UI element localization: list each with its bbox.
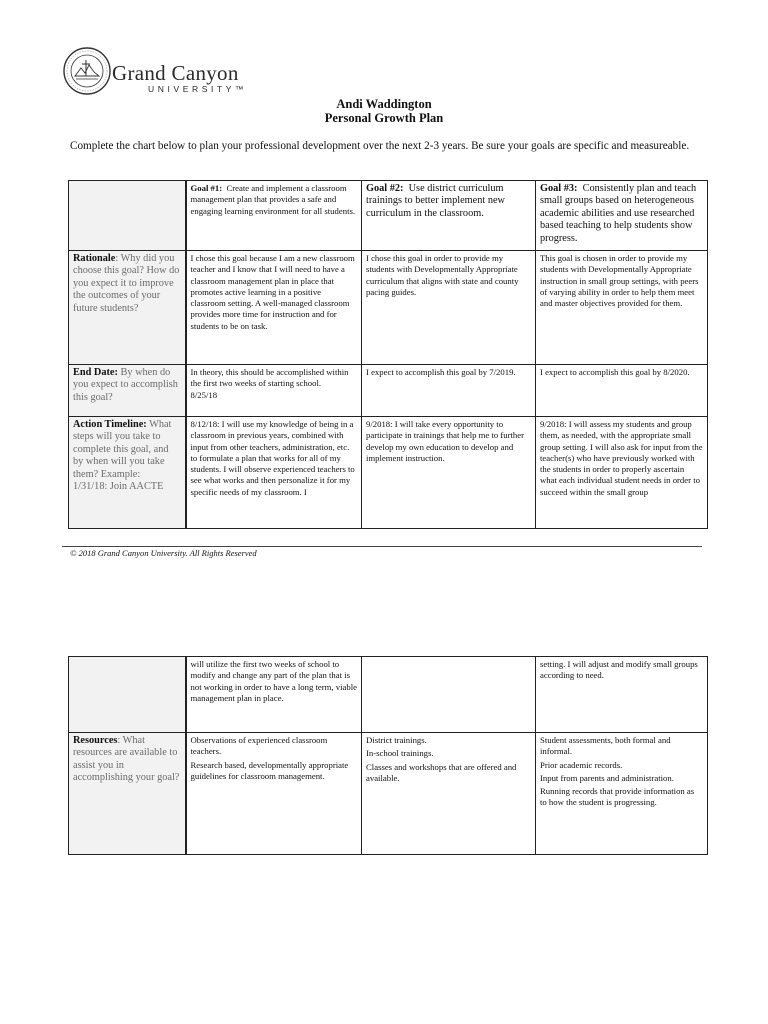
university-seal-icon (62, 46, 112, 96)
resources-label: Resources (73, 735, 118, 746)
end-date-goal-2: I expect to accomplish this goal by 7/2019. (362, 365, 536, 417)
timeline-label: Action Timeline (73, 419, 144, 430)
end-date-label-cell (69, 365, 186, 417)
end-date-goal-1-date: 8/25/18 (190, 389, 218, 400)
goal-3-text: Consistently plan and teach small groups based on heterogeneous academic abilities and use researched based teaching to help students show progress. (540, 183, 697, 244)
timeline-example: 1/31/18: Join AACTE (73, 481, 164, 493)
goal-1-text: Create and implement a classroom management plan that provides a safe and engaging learning environment for all students. (190, 183, 356, 216)
action-timeline-row (69, 417, 708, 529)
resources-goal-3-item: Student assessments, both formal and informal. (540, 735, 671, 757)
footer-divider (62, 546, 702, 547)
resources-goal-3-item: Input from parents and administration. (540, 772, 674, 783)
resources-goal-1-item: Observations of experienced classroom teachers. (190, 735, 328, 757)
resources-question: : What resources are available to assist you in accomplishing your goal? (73, 735, 180, 784)
rationale-goal-2: I chose this goal in order to provide my students with Developmentally Appropriate curriculum that aligns with state and county pacing guides. (362, 251, 536, 365)
university-logo (62, 46, 262, 98)
resources-row (69, 733, 708, 855)
brand-name: Grand Canyon (112, 61, 239, 85)
goal-2-text: Use district curriculum trainings to better implement new curriculum in the classroom. (366, 183, 505, 219)
copyright-notice: © 2018 Grand Canyon University. All Rights Reserved (70, 548, 257, 558)
resources-goal-1 (186, 733, 362, 855)
timeline-goal-2: 9/2018: I will take every opportunity to participate in trainings that help me to further develop my own education to develop and implement instruction. (362, 417, 536, 529)
goal-3-label: Goal #3: (540, 183, 578, 194)
end-date-label: End Date: (73, 367, 118, 378)
timeline-cont-goal-1: will utilize the first two weeks of school to modify and change any part of the plan that is not working in order to have a long term, viable management plan in place. (186, 657, 362, 733)
action-timeline-continued-row (69, 657, 708, 733)
goal-2-cell (362, 181, 536, 251)
rationale-label: Rationale (73, 253, 116, 264)
end-date-row (69, 365, 708, 417)
resources-goal-3 (536, 733, 708, 855)
resources-goal-2-item: District trainings. (366, 735, 427, 745)
resources-goal-2 (362, 733, 536, 855)
brand-subtitle: UNIVERSITY™ (148, 84, 248, 94)
resources-goal-1-item: Research based, developmentally appropriate guidelines for classroom management. (190, 759, 349, 781)
instructions: Complete the chart below to plan your professional development over the next 2-3 years. Be sure your goals are specific and measureable. (70, 140, 690, 152)
rationale-goal-3: This goal is chosen in order to provide my students with Developmentally Appropriate instruction in small group settings, with peers of varying ability in order to help them meet and master objectives provided for them. (536, 251, 708, 365)
goal-2-label: Goal #2: (366, 183, 404, 194)
timeline-goal-1: 8/12/18: I will use my knowledge of being in a classroom in previous years, combined with input from other teachers, administration, etc. to formulate a plan that works for all of my students. I will observe experienced teachers to see what works and then personalize it for my specific needs of my classroom. I (186, 417, 362, 529)
growth-plan-table (68, 180, 708, 529)
resources-label-cell (69, 733, 186, 855)
timeline-label-colon: : (143, 419, 147, 430)
end-date-question: By when do you expect to accomplish this goal? (73, 367, 178, 403)
goal-1-cell (186, 181, 362, 251)
resources-goal-2-item: In-school trainings. (366, 748, 434, 759)
resources-goal-3-item: Running records that provide information as to how the student is progressing. (540, 786, 695, 808)
document-title: Personal Growth Plan (324, 111, 444, 125)
timeline-cont-goal-2 (362, 657, 536, 733)
timeline-cont-goal-3: setting. I will adjust and modify small groups according to need. (536, 657, 708, 733)
timeline-label-cell (69, 417, 186, 529)
end-date-goal-1 (186, 365, 362, 417)
rationale-question: : Why did you choose this goal? How do you expect it to improve the outcomes of your future students? (73, 253, 180, 314)
author-name: Andi Waddington (336, 97, 432, 111)
end-date-goal-1-text: In theory, this should be accomplished within the first two weeks of starting school. (190, 367, 349, 389)
growth-plan-table-continued (68, 656, 708, 855)
rationale-label-cell (69, 251, 186, 365)
goals-row (69, 181, 708, 251)
timeline-goal-3: 9/2018: I will assess my students and group them, as needed, with the appropriate small group setting. I will also ask for input from the teacher(s) who have previously worked with the students in order to properly ascertain what each individual student needs in order to succeed within the small group (536, 417, 708, 529)
resources-goal-3-item: Prior academic records. (540, 759, 623, 770)
goal-3-cell (536, 181, 708, 251)
resources-goal-2-item: Classes and workshops that are offered and available. (366, 761, 517, 783)
blank-header-cell (69, 181, 186, 251)
timeline-continued-label-cell (69, 657, 186, 733)
rationale-goal-1: I chose this goal because I am a new classroom teacher and I know that I will need to have a classroom management plan in place that promotes active learning in a positive classroom setting. A well-managed classroom provides more time for instruction and for students to be on task. (186, 251, 362, 365)
goal-1-label: Goal #1: (190, 183, 223, 193)
timeline-question: What steps will you take to complete this goal, and by when will you take them? Example: (73, 419, 172, 480)
rationale-row (69, 251, 708, 365)
end-date-goal-3: I expect to accomplish this goal by 8/2020. (536, 365, 708, 417)
